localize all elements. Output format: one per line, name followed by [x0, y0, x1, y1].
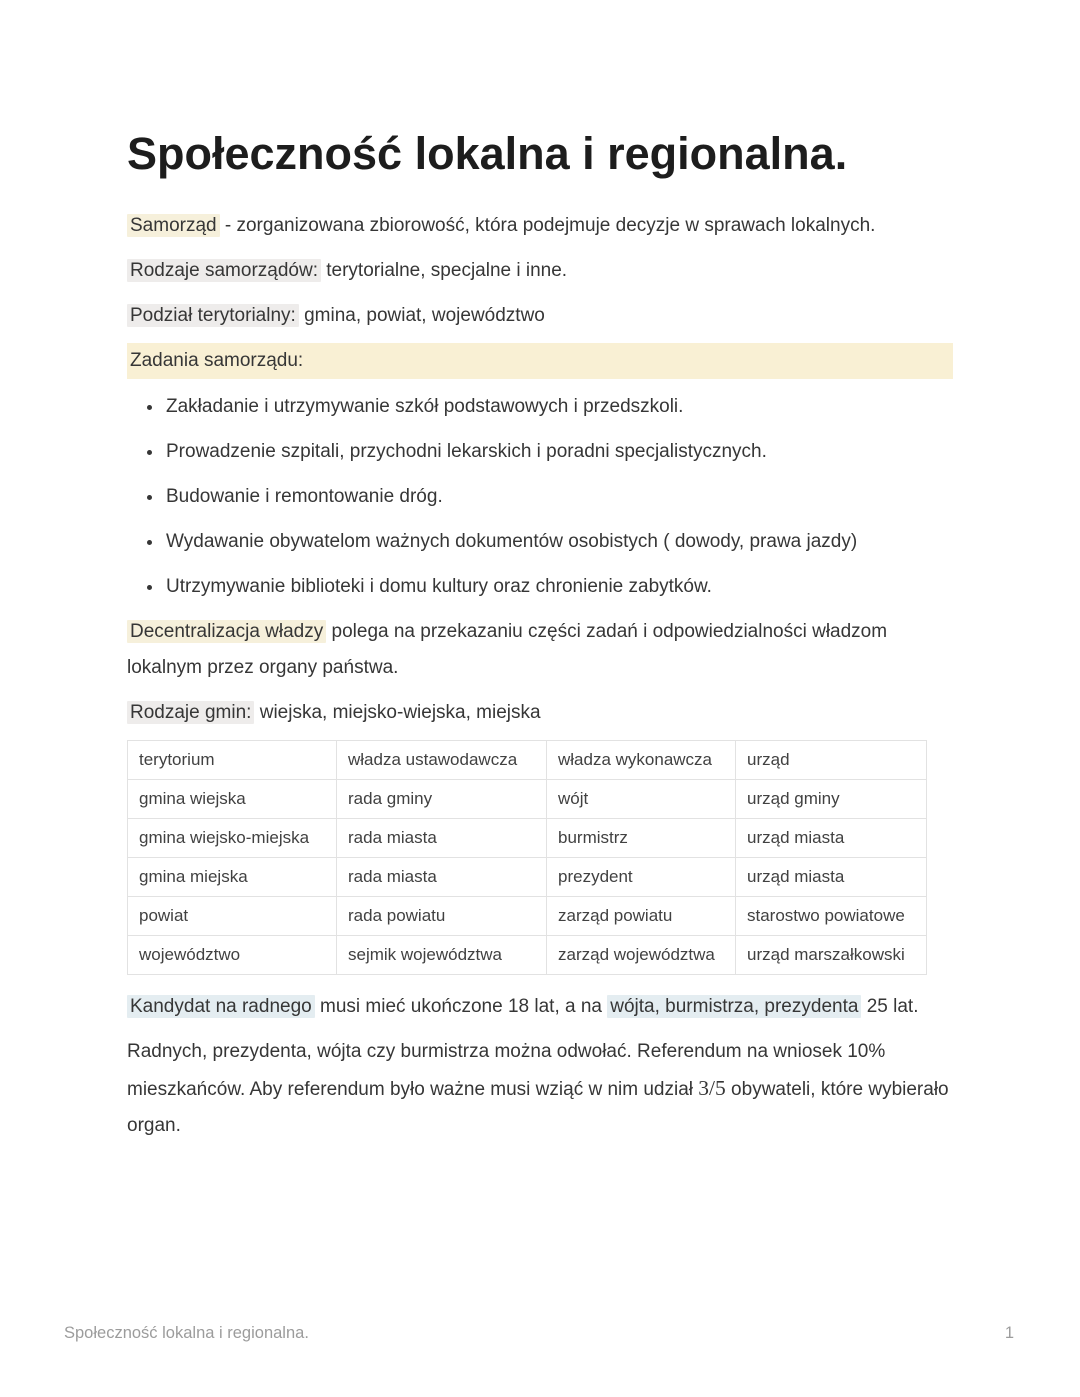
bullet-list: [127, 389, 953, 605]
text-run: Radnych, prezydenta, wójta czy burmistrza można odwołać. Referendum na wniosek 10% mieszkańców. Aby referendum było ważne musi wziąć w nim udział: [127, 1041, 886, 1100]
paragraph: [127, 1034, 953, 1144]
page-title: Społeczność lokalna i regionalna.: [127, 128, 848, 179]
table-cell: powiat: [128, 897, 337, 936]
table-cell: wójt: [547, 780, 736, 819]
table-cell: burmistrz: [547, 819, 736, 858]
table-cell: prezydent: [547, 858, 736, 897]
table-cell: rada miasta: [337, 819, 547, 858]
highlighted-text: wójta, burmistrza, prezydenta: [607, 995, 861, 1018]
text-run: musi mieć ukończone 18 lat, a na: [314, 996, 608, 1017]
paragraph: [127, 298, 953, 334]
highlighted-text: Kandydat na radnego: [127, 995, 315, 1018]
table-body: [128, 741, 927, 975]
table-cell: urząd gminy: [736, 780, 927, 819]
table-cell: zarząd powiatu: [547, 897, 736, 936]
footer-title: Społeczność lokalna i regionalna.: [64, 1324, 309, 1342]
table-cell: urząd miasta: [736, 819, 927, 858]
table-cell: województwo: [128, 936, 337, 975]
bullet-item: • Prowadzenie szpitali, przychodni lekarskich i poradni specjalistycznych.: [164, 434, 953, 470]
table-cell: rada gminy: [337, 780, 547, 819]
text-run: - zorganizowana zbiorowość, która podejmuje decyzje w sprawach lokalnych.: [219, 215, 876, 236]
bullet-item: • Zakładanie i utrzymywanie szkół podstawowych i przedszkoli.: [164, 389, 953, 425]
bullet-item: • Wydawanie obywatelom ważnych dokumentów osobistych ( dowody, prawa jazdy): [164, 524, 953, 560]
text-run: polega na przekazaniu części zadań i odpowiedzialności władzom lokalnym przez organy państwa.: [127, 621, 888, 678]
table-cell: gmina miejska: [128, 858, 337, 897]
table-row: [128, 936, 927, 975]
paragraph: [127, 989, 953, 1025]
page-footer: [64, 1323, 1014, 1343]
bullet-item: • Budowanie i remontowanie dróg.: [164, 479, 953, 515]
table-header-cell: władza ustawodawcza: [337, 741, 547, 780]
table-row: [128, 780, 927, 819]
highlighted-text: Samorząd: [127, 214, 220, 237]
paragraph: [127, 695, 953, 731]
text-run: obywateli, które wybierało organ.: [127, 1079, 949, 1136]
table-row: [128, 897, 927, 936]
table-cell: urząd marszałkowski: [736, 936, 927, 975]
table-header-cell: urząd: [736, 741, 927, 780]
table-header-cell: władza wykonawcza: [547, 741, 736, 780]
paragraph: [127, 208, 953, 244]
table-header-row: [128, 741, 927, 780]
table-cell: starostwo powiatowe: [736, 897, 927, 936]
text-run: wiejska, miejsko-wiejska, miejska: [254, 702, 541, 723]
math-fraction: 3/5: [698, 1076, 726, 1100]
document-body: [127, 208, 953, 1144]
data-table: [127, 740, 927, 975]
text-run: gmina, powiat, województwo: [298, 305, 545, 326]
paragraph: [127, 253, 953, 289]
highlighted-text: Rodzaje gmin:: [127, 701, 254, 724]
text-run: 25 lat.: [861, 996, 919, 1017]
table-cell: rada miasta: [337, 858, 547, 897]
footer-page-number: 1: [1004, 1324, 1014, 1342]
text-run: terytorialne, specjalne i inne.: [320, 260, 568, 281]
table-cell: rada powiatu: [337, 897, 547, 936]
highlight-block: [127, 343, 953, 379]
table-cell: gmina wiejska: [128, 780, 337, 819]
highlighted-text: Podział terytorialny:: [127, 304, 299, 327]
table-cell: zarząd województwa: [547, 936, 736, 975]
table-row: [128, 858, 927, 897]
table-header-cell: terytorium: [128, 741, 337, 780]
highlighted-text: Decentralizacja władzy: [127, 620, 326, 643]
table-cell: sejmik województwa: [337, 936, 547, 975]
paragraph: [127, 614, 953, 686]
table-cell: gmina wiejsko-miejska: [128, 819, 337, 858]
highlighted-text: Rodzaje samorządów:: [127, 259, 321, 282]
bullet-item: • Utrzymywanie biblioteki i domu kultury oraz chronienie zabytków.: [164, 569, 953, 605]
text-run: Zadania samorządu:: [130, 350, 304, 371]
table-cell: urząd miasta: [736, 858, 927, 897]
table-row: [128, 819, 927, 858]
